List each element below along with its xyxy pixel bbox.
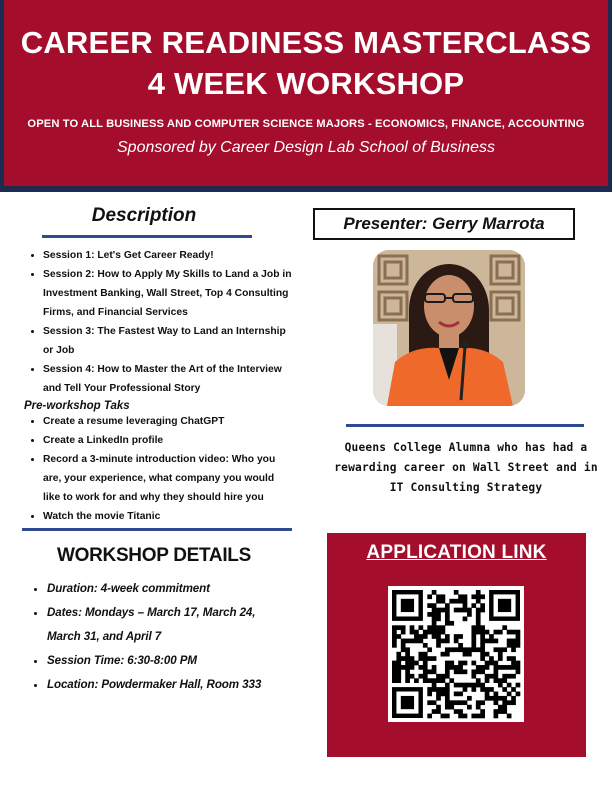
presenter-divider [346, 424, 584, 427]
qr-code[interactable] [388, 586, 524, 722]
pre-task-item: • Record a 3-minute introduction video: Who you are, your experience, what company you would like to work for and why they should hire you [43, 450, 292, 507]
pre-task-list [22, 412, 292, 526]
presenter-photo [373, 250, 525, 406]
detail-item: • Session Time: 6:30-8:00 PM [47, 649, 292, 673]
pre-task-item: • Create a LinkedIn profile [43, 431, 292, 450]
description-divider [42, 235, 252, 238]
sponsor-line: Sponsored by Career Design Lab School of Business [117, 139, 495, 156]
session-list [22, 246, 292, 398]
qr-code-icon[interactable] [388, 586, 524, 722]
eligibility-subtitle: OPEN TO ALL BUSINESS AND COMPUTER SCIENCE MAJORS - ECONOMICS, FINANCE, ACCOUNTING [27, 118, 585, 130]
detail-item: • Location: Powdermaker Hall, Room 333 [47, 673, 292, 697]
session-item: • Session 4: How to Master the Art of the Interview and Tell Your Professional Story [43, 360, 292, 398]
pre-workshop-heading: Pre-workshop Taks [24, 400, 130, 412]
application-panel [327, 533, 586, 757]
session-item: • Session 2: How to Apply My Skills to Land a Job in Investment Banking, Wall Street, Top 4 Consulting Firms, and Financial Services [43, 265, 292, 322]
presenter-portrait-illustration [373, 250, 525, 406]
detail-item: • Duration: 4-week commitment [47, 577, 292, 601]
pre-task-item: • Create a resume leveraging ChatGPT [43, 412, 292, 431]
description-heading: Description [91, 205, 197, 226]
pre-task-item: • Watch the movie Titanic [43, 507, 292, 526]
page-title: CAREER READINESS MASTERCLASS 4 WEEK WORKSHOP [20, 25, 592, 101]
presenter-label: Presenter: Gerry Marrota [313, 208, 575, 240]
workshop-details-heading: WORKSHOP DETAILS [56, 545, 251, 566]
left-column [22, 205, 292, 697]
workshop-details-list [22, 577, 292, 697]
application-link[interactable]: APPLICATION LINK [366, 542, 547, 563]
session-item: • Session 1: Let's Get Career Ready! [43, 246, 292, 265]
header-banner [0, 0, 612, 192]
detail-item: • Dates: Mondays – March 17, March 24, March 31, and April 7 [47, 601, 292, 649]
pre-task-divider [22, 528, 292, 531]
session-item: • Session 3: The Fastest Way to Land an Internship or Job [43, 322, 292, 360]
presenter-bio: Queens College Alumna who has had a rewarding career on Wall Street and in IT Consulting Strategy [334, 441, 598, 494]
header-red-panel [4, 0, 608, 186]
